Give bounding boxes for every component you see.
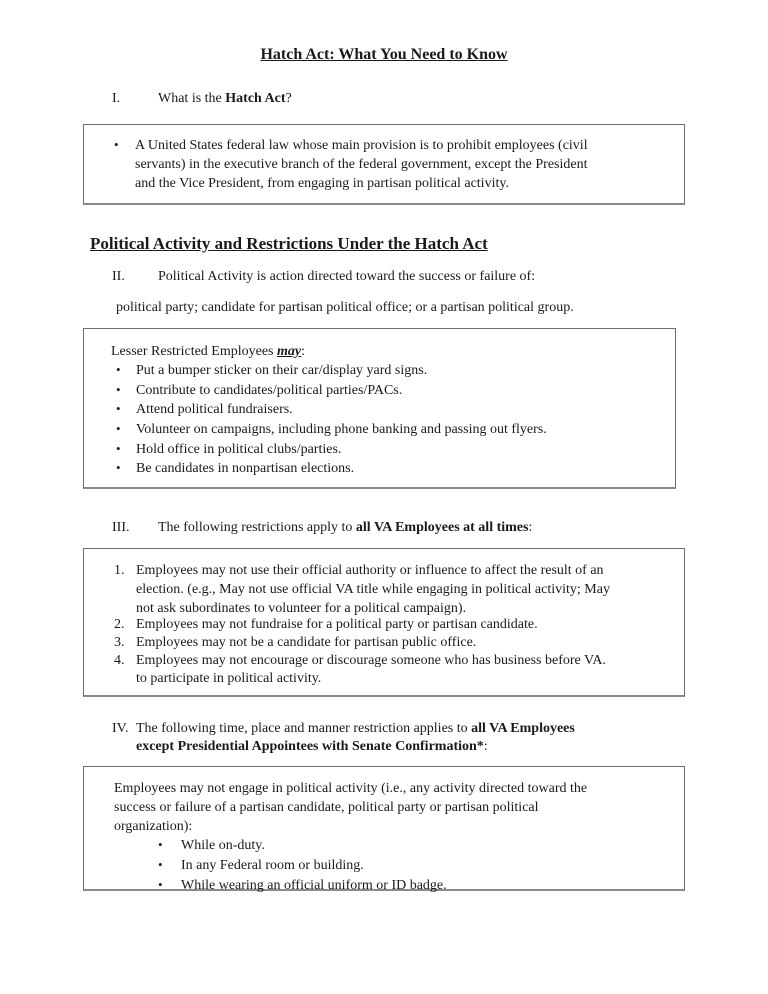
- section-iii-heading: [112, 519, 672, 539]
- section-i-number: I.: [112, 91, 121, 106]
- restriction-item-line: election. (e.g., May not use official VA title while engaging in political activity; May: [136, 582, 610, 597]
- section-iv-heading: [112, 720, 682, 760]
- restriction-item-line: to participate in political activity.: [136, 671, 322, 686]
- restriction-item-line: Employees may not use their official authority or influence to affect the result of an: [136, 563, 604, 578]
- definition-line: A United States federal law whose main provision is to prohibit employees (civil: [135, 138, 588, 153]
- section-iv-text-line1: The following time, place and manner restriction applies to all VA Employees: [136, 721, 575, 736]
- list-number: 1.: [114, 563, 125, 578]
- restriction-item-line: Employees may not encourage or discourage someone who has business before VA.: [136, 653, 606, 668]
- hatch-act-definition-box: [83, 124, 685, 205]
- bullet-icon: •: [116, 401, 121, 416]
- section-iv-text-line2: except Presidential Appointees with Senate Confirmation*:: [136, 739, 488, 754]
- document-title: Hatch Act: What You Need to Know: [260, 46, 508, 63]
- list-number: 4.: [114, 653, 125, 668]
- definition-line: servants) in the executive branch of the federal government, except the President: [135, 157, 588, 172]
- restriction-item-line: Employees may not fundraise for a political party or partisan candidate.: [136, 617, 538, 632]
- section-iii-number: III.: [112, 520, 130, 535]
- may-list-item: Be candidates in nonpartisan elections.: [136, 461, 355, 476]
- section-ii-subtext: political party; candidate for partisan political office; or a partisan political group.: [116, 300, 574, 315]
- bullet-icon: •: [116, 382, 121, 397]
- may-list-item: Hold office in political clubs/parties.: [136, 442, 342, 457]
- restriction-item-line: not ask subordinates to volunteer for a political campaign).: [136, 601, 467, 616]
- section-ii-text: Political Activity is action directed toward the success or failure of:: [158, 269, 536, 284]
- section-ii-heading: [112, 268, 672, 288]
- section-iv-number: IV.: [112, 721, 129, 736]
- restriction-bullet-item: While wearing an official uniform or ID badge.: [181, 878, 447, 893]
- restriction-bullet-item: While on-duty.: [181, 838, 265, 853]
- may-list-item: Attend political fundraisers.: [136, 402, 293, 417]
- may-list-item: Volunteer on campaigns, including phone banking and passing out flyers.: [136, 422, 547, 437]
- list-number: 2.: [114, 617, 125, 632]
- bullet-icon: •: [158, 857, 163, 872]
- bullet-icon: •: [116, 421, 121, 436]
- may-list-item: Contribute to candidates/political parties/PACs.: [136, 383, 403, 398]
- bullet-icon: •: [116, 441, 121, 456]
- all-va-restrictions-box: [83, 548, 685, 697]
- restriction-item-line: Employees may not be a candidate for partisan public office.: [136, 635, 477, 650]
- time-place-manner-box: [83, 766, 685, 891]
- section-i-question: What is the Hatch Act?: [158, 91, 292, 106]
- restriction-intro-line: Employees may not engage in political activity (i.e., any activity directed toward the: [114, 781, 588, 796]
- bullet-icon: •: [158, 877, 163, 892]
- section-iii-text: The following restrictions apply to all VA Employees at all times:: [158, 520, 533, 535]
- restriction-bullet-item: In any Federal room or building.: [181, 858, 364, 873]
- may-list-item: Put a bumper sticker on their car/display yard signs.: [136, 363, 428, 378]
- lesser-restricted-intro: Lesser Restricted Employees may:: [111, 344, 306, 359]
- bullet-icon: •: [114, 137, 119, 152]
- restriction-intro-line: success or failure of a partisan candidate, political party or partisan political: [114, 800, 539, 815]
- bullet-icon: •: [116, 460, 121, 475]
- lesser-restricted-may-box: [83, 328, 676, 489]
- bullet-icon: •: [158, 837, 163, 852]
- restriction-intro-line: organization):: [114, 819, 193, 834]
- definition-line: and the Vice President, from engaging in partisan political activity.: [135, 176, 509, 191]
- section-ii-number: II.: [112, 269, 125, 284]
- list-number: 3.: [114, 635, 125, 650]
- bullet-icon: •: [116, 362, 121, 377]
- section-heading: Political Activity and Restrictions Under the Hatch Act: [90, 234, 488, 253]
- section-i-heading: [112, 90, 672, 110]
